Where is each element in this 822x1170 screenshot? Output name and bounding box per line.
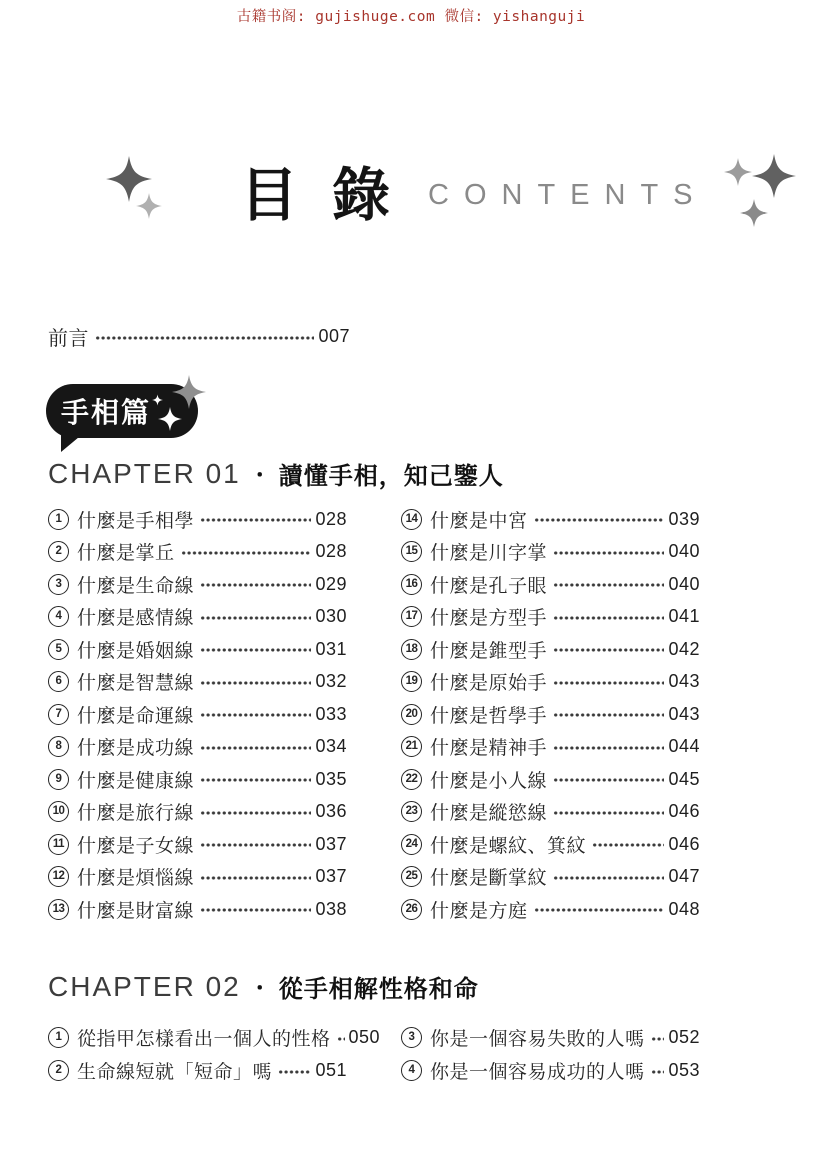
title-sparkles-left	[100, 151, 178, 241]
item-page: 048	[668, 898, 700, 919]
item-label: 什麼是精神手	[430, 738, 548, 760]
item-label: 什麼是生命線	[77, 575, 195, 597]
dot-leader	[553, 810, 664, 816]
sparkle-icon	[724, 157, 752, 187]
item-label: 什麼是川字掌	[430, 543, 548, 565]
item-label: 什麼是手相學	[77, 510, 195, 532]
item-number-badge: 4	[48, 606, 69, 627]
item-label: 什麼是旅行線	[77, 803, 195, 825]
preface-page: 007	[318, 326, 350, 346]
dot-leader	[200, 680, 311, 686]
item-page: 037	[315, 866, 347, 887]
toc-item	[48, 861, 347, 894]
item-number-badge: 5	[48, 639, 69, 660]
toc-item	[48, 666, 347, 699]
dot-leader	[553, 582, 664, 588]
sparkle-icon	[152, 394, 163, 406]
dot-leader	[200, 810, 311, 816]
item-label: 什麼是螺紋、箕紋	[430, 835, 587, 857]
section-badge-palmistry	[46, 384, 198, 438]
dot-leader	[200, 777, 311, 783]
toc-item	[401, 666, 700, 699]
item-page: 053	[668, 1060, 700, 1080]
dot-leader	[200, 647, 311, 653]
watermark-text: 古籍书阁: gujishuge.com 微信: yishanguji	[236, 9, 586, 25]
toc-item	[401, 763, 700, 796]
item-number-badge: 11	[48, 834, 69, 855]
toc-item	[401, 503, 700, 536]
item-label: 什麼是斷掌紋	[430, 868, 548, 890]
item-label: 從指甲怎樣看出一個人的性格	[77, 1029, 331, 1050]
chapter2-left-column	[48, 1021, 381, 1087]
item-number-badge: 2	[48, 1060, 69, 1081]
toc-item	[48, 698, 347, 731]
item-page: 042	[668, 638, 700, 659]
preface-label: 前言	[48, 328, 89, 350]
item-number-badge: 22	[401, 769, 422, 790]
dot-leader	[553, 745, 664, 751]
item-number-badge: 20	[401, 704, 422, 725]
toc-title-block	[100, 148, 796, 243]
chapter2-toc-columns	[48, 1021, 700, 1087]
chapter1-right-column	[401, 503, 700, 926]
item-page: 029	[315, 573, 347, 594]
item-label: 什麼是孔子眼	[430, 575, 548, 597]
dot-leader	[553, 647, 664, 653]
toc-item	[48, 763, 347, 796]
item-number-badge: 4	[401, 1060, 422, 1081]
item-label: 什麼是哲學手	[430, 705, 548, 727]
item-label: 什麼是方庭	[430, 900, 528, 922]
item-page: 028	[315, 541, 347, 562]
item-number-badge: 8	[48, 736, 69, 757]
chapter-separator-dot: ・	[249, 978, 270, 1000]
toc-item	[401, 893, 700, 926]
chapter2-right-column	[401, 1021, 700, 1087]
toc-item	[401, 861, 700, 894]
toc-item	[48, 568, 347, 601]
sparkle-icon	[158, 406, 182, 432]
speech-bubble-tail	[61, 432, 85, 452]
item-label: 你是一個容易失敗的人嗎	[430, 1029, 645, 1050]
sparkle-icon	[136, 191, 162, 221]
item-number-badge: 12	[48, 866, 69, 887]
item-page: 031	[315, 638, 347, 659]
sparkle-icon	[740, 199, 768, 227]
toc-item	[401, 698, 700, 731]
item-label: 什麼是財富線	[77, 900, 195, 922]
item-page: 050	[348, 1027, 381, 1047]
dot-leader	[278, 1069, 311, 1075]
item-number-badge: 3	[401, 1027, 422, 1048]
title-sparkles-right	[710, 151, 796, 241]
item-label: 什麼是中宮	[430, 510, 528, 532]
chapter1-title: 讀懂手相，知己鑒人	[278, 463, 504, 490]
toc-item	[401, 1054, 700, 1087]
toc-item	[48, 1021, 381, 1054]
item-label: 什麼是煩惱線	[77, 868, 195, 890]
chapter2-title: 從手相解性格和命	[278, 976, 479, 1003]
toc-item	[401, 601, 700, 634]
item-number-badge: 2	[48, 541, 69, 562]
toc-item	[48, 796, 347, 829]
item-label: 什麼是方型手	[430, 608, 548, 630]
item-page: 043	[668, 671, 700, 692]
sparkle-icon	[752, 151, 796, 201]
item-page: 044	[668, 736, 700, 757]
item-page: 030	[315, 606, 347, 627]
item-label: 什麼是縱慾線	[430, 803, 548, 825]
item-number-badge: 26	[401, 899, 422, 920]
item-label: 什麼是命運線	[77, 705, 195, 727]
item-page: 038	[315, 898, 347, 919]
item-label: 什麼是智慧線	[77, 673, 195, 695]
dot-leader	[592, 842, 664, 848]
toc-title-en: CONTENTS	[428, 179, 708, 211]
item-number-badge: 15	[401, 541, 422, 562]
toc-item	[48, 633, 347, 666]
item-label: 什麼是掌丘	[77, 543, 175, 565]
toc-item	[48, 828, 347, 861]
item-label: 什麼是子女線	[77, 835, 195, 857]
dot-leader	[651, 1069, 665, 1075]
chapter1-left-column	[48, 503, 347, 926]
item-page: 039	[668, 508, 700, 529]
item-page: 043	[668, 703, 700, 724]
dot-leader	[200, 745, 311, 751]
item-page: 046	[668, 833, 700, 854]
chapter1-heading	[48, 456, 504, 491]
item-label: 什麼是原始手	[430, 673, 548, 695]
item-number-badge: 1	[48, 1027, 69, 1048]
toc-item	[48, 731, 347, 764]
item-number-badge: 1	[48, 509, 69, 530]
item-page: 034	[315, 736, 347, 757]
dot-leader	[553, 875, 664, 881]
toc-item	[401, 536, 700, 569]
toc-item	[48, 601, 347, 634]
chapter2-heading	[48, 969, 479, 1004]
toc-item	[48, 503, 347, 536]
item-number-badge: 24	[401, 834, 422, 855]
item-page: 047	[668, 866, 700, 887]
item-page: 035	[315, 768, 347, 789]
item-page: 036	[315, 801, 347, 822]
toc-item	[401, 731, 700, 764]
item-label: 生命線短就「短命」嗎	[77, 1062, 273, 1083]
dot-leader	[95, 335, 314, 341]
item-page: 051	[315, 1060, 347, 1080]
item-page: 040	[668, 541, 700, 562]
dot-leader	[200, 615, 311, 621]
item-page: 040	[668, 573, 700, 594]
item-label: 什麼是健康線	[77, 770, 195, 792]
item-number-badge: 7	[48, 704, 69, 725]
item-label: 什麼是成功線	[77, 738, 195, 760]
dot-leader	[651, 1036, 665, 1042]
chapter2-label: CHAPTER 02	[48, 970, 241, 1002]
dot-leader	[200, 517, 311, 523]
toc-item	[401, 568, 700, 601]
dot-leader	[534, 907, 665, 913]
item-page: 032	[315, 671, 347, 692]
item-number-badge: 17	[401, 606, 422, 627]
chapter1-toc-columns	[48, 503, 700, 926]
item-label: 什麼是錐型手	[430, 640, 548, 662]
item-number-badge: 10	[48, 801, 69, 822]
dot-leader	[553, 550, 664, 556]
dot-leader	[200, 582, 311, 588]
toc-item	[401, 828, 700, 861]
dot-leader	[553, 777, 664, 783]
item-label: 你是一個容易成功的人嗎	[430, 1062, 645, 1083]
dot-leader	[534, 517, 665, 523]
item-label: 什麼是小人線	[430, 770, 548, 792]
item-number-badge: 9	[48, 769, 69, 790]
item-number-badge: 18	[401, 639, 422, 660]
dot-leader	[200, 907, 311, 913]
item-page: 052	[668, 1027, 700, 1047]
item-label: 什麼是婚姻線	[77, 640, 195, 662]
item-page: 045	[668, 768, 700, 789]
section-badge-label: 手相篇	[61, 397, 152, 428]
dot-leader	[200, 875, 311, 881]
toc-item	[48, 893, 347, 926]
item-label: 什麼是感情線	[77, 608, 195, 630]
item-number-badge: 25	[401, 866, 422, 887]
item-page: 028	[315, 508, 347, 529]
item-number-badge: 16	[401, 574, 422, 595]
preface-row	[48, 322, 350, 351]
item-number-badge: 13	[48, 899, 69, 920]
dot-leader	[181, 550, 312, 556]
toc-title-zh: 目錄	[240, 162, 425, 228]
chapter-separator-dot: ・	[249, 465, 270, 487]
chapter1-label: CHAPTER 01	[48, 457, 241, 489]
dot-leader	[200, 712, 311, 718]
item-page: 046	[668, 801, 700, 822]
item-number-badge: 21	[401, 736, 422, 757]
item-page: 033	[315, 703, 347, 724]
item-page: 041	[668, 606, 700, 627]
item-number-badge: 19	[401, 671, 422, 692]
dot-leader	[553, 680, 664, 686]
item-page: 037	[315, 833, 347, 854]
dot-leader	[553, 615, 664, 621]
dot-leader	[337, 1036, 345, 1042]
item-number-badge: 6	[48, 671, 69, 692]
dot-leader	[200, 842, 311, 848]
item-number-badge: 14	[401, 509, 422, 530]
toc-item	[48, 1054, 347, 1087]
dot-leader	[553, 712, 664, 718]
item-number-badge: 23	[401, 801, 422, 822]
item-number-badge: 3	[48, 574, 69, 595]
toc-item	[401, 796, 700, 829]
toc-item	[401, 633, 700, 666]
toc-item	[401, 1021, 700, 1054]
toc-item	[48, 536, 347, 569]
